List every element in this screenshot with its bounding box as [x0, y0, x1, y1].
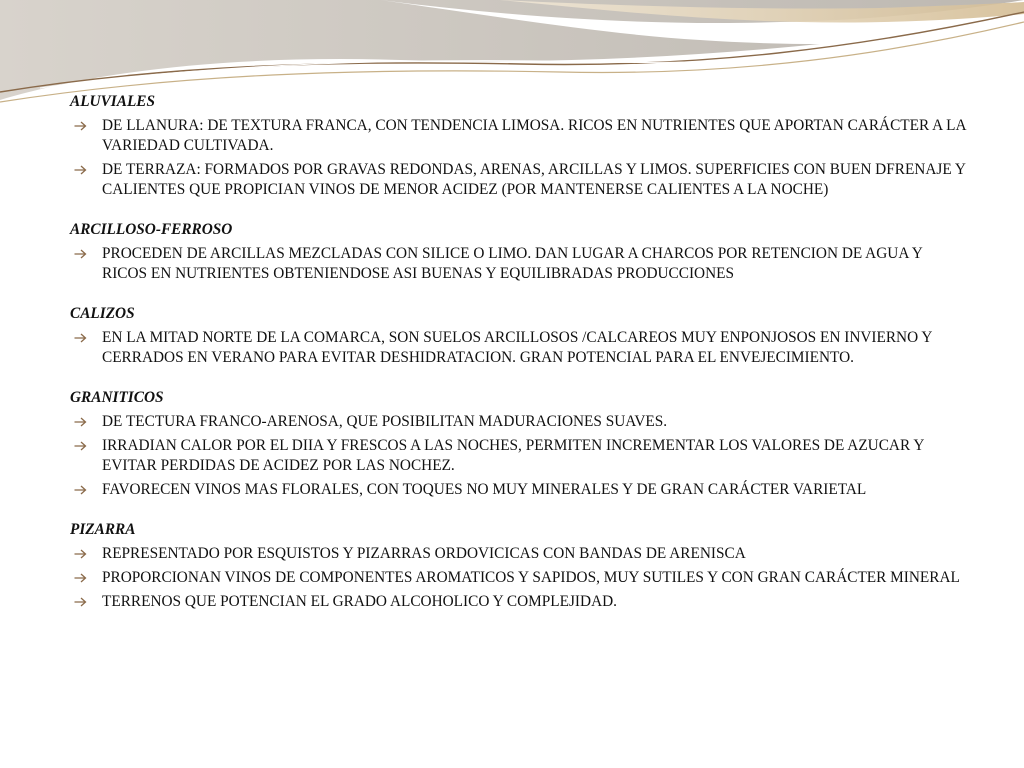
- bullet-item: [70, 328, 970, 368]
- bullet-text: REPRESENTADO POR ESQUISTOS Y PIZARRAS ORDOVICICAS CON BANDAS DE ARENISCA: [102, 545, 746, 562]
- content-area: [70, 92, 970, 612]
- bullet-item: [70, 592, 970, 612]
- arrow-right-icon: [74, 485, 87, 495]
- bullet-item: [70, 436, 970, 476]
- bullet-item: [70, 480, 970, 500]
- bullet-text: DE TERRAZA: FORMADOS POR GRAVAS REDONDAS, ARENAS, ARCILLAS Y LIMOS. SUPERFICIES CON BUEN DFRENAJE Y CALIENTES QUE PROPICIAN VINOS DE MENOR ACIDEZ (POR MANTENERSE CALIENTES A LA NOCHE): [102, 161, 966, 198]
- section-heading: ALUVIALES: [70, 93, 156, 110]
- section-heading: CALIZOS: [70, 305, 135, 322]
- arrow-right-icon: [74, 573, 87, 583]
- arrow-right-icon: [74, 333, 87, 343]
- arrow-right-icon: [74, 417, 87, 427]
- arrow-right-icon: [74, 549, 87, 559]
- bullet-item: [70, 244, 970, 284]
- bullet-text: PROPORCIONAN VINOS DE COMPONENTES AROMATICOS Y SAPIDOS, MUY SUTILES Y CON GRAN CARÁCTER MINERAL: [102, 569, 960, 586]
- bullet-item: [70, 160, 970, 200]
- section-arcilloso-ferroso: [70, 220, 970, 284]
- bullet-item: [70, 412, 970, 432]
- section-heading: ARCILLOSO-FERROSO: [70, 221, 233, 238]
- bullet-text: TERRENOS QUE POTENCIAN EL GRADO ALCOHOLICO Y COMPLEJIDAD.: [102, 593, 617, 610]
- bullet-text: DE LLANURA: DE TEXTURA FRANCA, CON TENDENCIA LIMOSA. RICOS EN NUTRIENTES QUE APORTAN CARÁCTER A LA VARIEDAD CULTIVADA.: [102, 117, 966, 154]
- arrow-right-icon: [74, 165, 87, 175]
- arrow-right-icon: [74, 249, 87, 259]
- section-heading: PIZARRA: [70, 521, 136, 538]
- section-calizos: [70, 304, 970, 368]
- arrow-right-icon: [74, 441, 87, 451]
- arrow-right-icon: [74, 121, 87, 131]
- section-aluviales: [70, 92, 970, 200]
- section-graniticos: [70, 388, 970, 500]
- bullet-text: PROCEDEN DE ARCILLAS MEZCLADAS CON SILICE O LIMO. DAN LUGAR A CHARCOS POR RETENCION DE AGUA Y RICOS EN NUTRIENTES OBTENIENDOSE ASI BUENAS Y EQUILIBRADAS PRODUCCIONES: [102, 245, 923, 282]
- bullet-text: EN LA MITAD NORTE DE LA COMARCA, SON SUELOS ARCILLOSOS /CALCAREOS MUY ENPONJOSOS EN INVIERNO Y CERRADOS EN VERANO PARA EVITAR DESHIDRATACION. GRAN POTENCIAL PARA EL ENVEJECIMIENTO.: [102, 329, 932, 366]
- bullet-text: DE TECTURA FRANCO-ARENOSA, QUE POSIBILITAN MADURACIONES SUAVES.: [102, 413, 668, 430]
- bullet-text: IRRADIAN CALOR POR EL DIIA Y FRESCOS A LAS NOCHES, PERMITEN INCREMENTAR LOS VALORES DE AZUCAR Y EVITAR PERDIDAS DE ACIDEZ POR LAS NOCHEZ.: [102, 437, 924, 474]
- bullet-text: FAVORECEN VINOS MAS FLORALES, CON TOQUES NO MUY MINERALES Y DE GRAN CARÁCTER VARIETAL: [102, 481, 867, 498]
- section-pizarra: [70, 520, 970, 612]
- bullet-item: [70, 116, 970, 156]
- arrow-right-icon: [74, 597, 87, 607]
- bullet-item: [70, 568, 970, 588]
- section-heading: GRANITICOS: [70, 389, 164, 406]
- bullet-item: [70, 544, 970, 564]
